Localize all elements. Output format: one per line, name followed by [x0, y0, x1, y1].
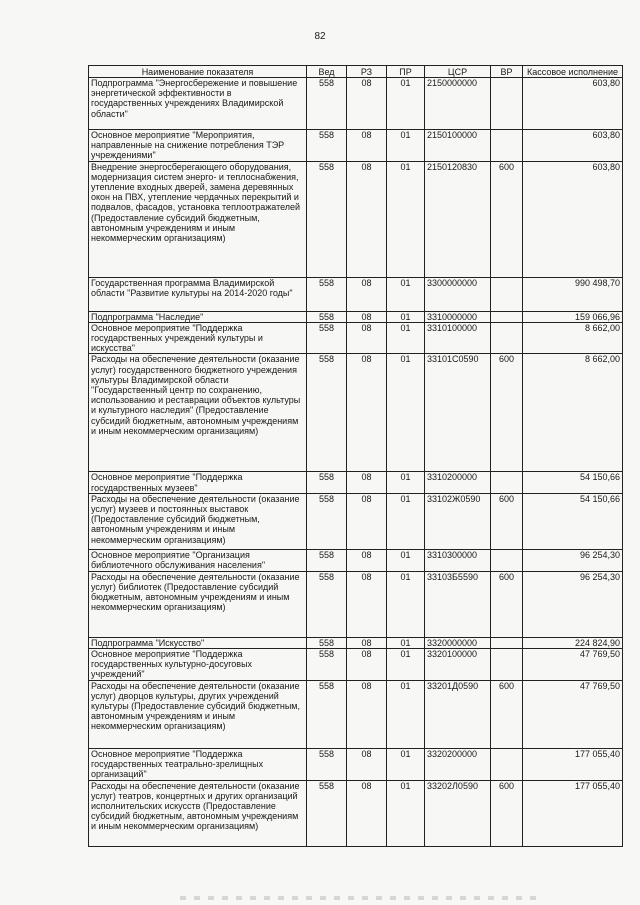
table-row — [89, 649, 623, 681]
cell-ved: 558 — [307, 637, 347, 648]
cell-rz: 08 — [347, 549, 387, 571]
cell-ved: 558 — [307, 780, 347, 846]
cell-name: Расходы на обеспечение деятельности (оказание услуг) государственного бюджетного учреждения культуры Владимирской области "Государственный центр по сохранению, использованию и реставрации объектов культуры и культурного наследия" (Предоставление субсидий бюджетным, автономным учреждениям и иным некоммерческим организациям) — [89, 354, 307, 472]
header-pr: ПР — [387, 66, 425, 78]
cell-ved: 558 — [307, 311, 347, 322]
cell-csr: 33102Ж0590 — [425, 493, 491, 549]
cell-amount: 8 662,00 — [523, 354, 623, 472]
table-row — [89, 493, 623, 549]
cell-csr: 3320000000 — [425, 637, 491, 648]
cell-pr: 01 — [387, 493, 425, 549]
header-amount: Кассовое исполнение — [523, 66, 623, 78]
cell-vr — [491, 748, 523, 780]
budget-execution-table — [88, 65, 623, 847]
cell-vr — [491, 472, 523, 493]
cell-rz: 08 — [347, 748, 387, 780]
cell-pr: 01 — [387, 680, 425, 748]
scan-artifact — [180, 896, 540, 900]
cell-rz: 08 — [347, 780, 387, 846]
cell-name: Подпрограмма "Энергосбережение и повышение энергетической эффективности в государственных учреждениях Владимирской области" — [89, 78, 307, 130]
cell-name: Подпрограмма "Искусство" — [89, 637, 307, 648]
cell-rz: 08 — [347, 78, 387, 130]
cell-pr: 01 — [387, 322, 425, 354]
cell-amount: 603,80 — [523, 78, 623, 130]
cell-csr: 2150120830 — [425, 161, 491, 277]
cell-name: Государственная программа Владимирской области "Развитие культуры на 2014-2020 годы" — [89, 277, 307, 311]
cell-name: Расходы на обеспечение деятельности (оказание услуг) музеев и постоянных выставок (Предоставление субсидий бюджетным, автономным учреждениям и иным некоммерческим организациям) — [89, 493, 307, 549]
header-rz: РЗ — [347, 66, 387, 78]
cell-ved: 558 — [307, 571, 347, 637]
cell-csr: 3300000000 — [425, 277, 491, 311]
cell-ved: 558 — [307, 549, 347, 571]
cell-rz: 08 — [347, 680, 387, 748]
cell-amount: 990 498,70 — [523, 277, 623, 311]
cell-ved: 558 — [307, 277, 347, 311]
cell-vr: 600 — [491, 780, 523, 846]
table-row — [89, 680, 623, 748]
cell-csr: 2150100000 — [425, 130, 491, 162]
header-name: Наименование показателя — [89, 66, 307, 78]
header-vr: ВР — [491, 66, 523, 78]
cell-vr: 600 — [491, 571, 523, 637]
cell-ved: 558 — [307, 680, 347, 748]
cell-rz: 08 — [347, 649, 387, 681]
cell-vr — [491, 311, 523, 322]
cell-pr: 01 — [387, 637, 425, 648]
cell-csr: 33201Д0590 — [425, 680, 491, 748]
cell-rz: 08 — [347, 472, 387, 493]
table-row — [89, 354, 623, 472]
cell-name: Основное мероприятие "Поддержка государственных учреждений культуры и искусства" — [89, 322, 307, 354]
table-row — [89, 277, 623, 311]
cell-pr: 01 — [387, 472, 425, 493]
cell-amount: 54 150,66 — [523, 493, 623, 549]
cell-ved: 558 — [307, 161, 347, 277]
cell-vr — [491, 549, 523, 571]
cell-name: Расходы на обеспечение деятельности (оказание услуг) дворцов культуры, других учреждений культуры (Предоставление субсидий бюджетным, автономным учреждениям и иным некоммерческим организациям) — [89, 680, 307, 748]
table-header-row — [89, 66, 623, 78]
cell-amount: 603,80 — [523, 161, 623, 277]
cell-pr: 01 — [387, 311, 425, 322]
cell-csr: 3320200000 — [425, 748, 491, 780]
cell-name: Основное мероприятие "Поддержка государственных музеев" — [89, 472, 307, 493]
table-row — [89, 549, 623, 571]
table-row — [89, 748, 623, 780]
cell-ved: 558 — [307, 130, 347, 162]
cell-pr: 01 — [387, 354, 425, 472]
cell-csr: 3310200000 — [425, 472, 491, 493]
table-row — [89, 780, 623, 846]
cell-ved: 558 — [307, 354, 347, 472]
cell-pr: 01 — [387, 130, 425, 162]
cell-csr: 2150000000 — [425, 78, 491, 130]
table-row — [89, 637, 623, 648]
cell-rz: 08 — [347, 493, 387, 549]
cell-amount: 47 769,50 — [523, 649, 623, 681]
cell-amount: 177 055,40 — [523, 748, 623, 780]
cell-name: Основное мероприятие "Организация библиотечного обслуживания населения" — [89, 549, 307, 571]
cell-vr: 600 — [491, 680, 523, 748]
table-row — [89, 472, 623, 493]
cell-name: Основное мероприятие "Поддержка государственных культурно-досуговых учреждений" — [89, 649, 307, 681]
cell-ved: 558 — [307, 472, 347, 493]
cell-amount: 603,80 — [523, 130, 623, 162]
cell-csr: 33103Б5590 — [425, 571, 491, 637]
cell-vr — [491, 637, 523, 648]
cell-rz: 08 — [347, 322, 387, 354]
cell-csr: 3310000000 — [425, 311, 491, 322]
header-csr: ЦСР — [425, 66, 491, 78]
cell-pr: 01 — [387, 78, 425, 130]
cell-amount: 224 824,90 — [523, 637, 623, 648]
cell-name: Внедрение энергосберегающего оборудования, модернизация систем энерго- и теплоснабжения, утепление входных дверей, замена деревянных окон на ПВХ, утепление чердачных перекрытий и подвалов, фасадов, установка теплоотражателей (Предоставление субсидий бюджетным, автономным учреждениям и иным некоммерческим организациям) — [89, 161, 307, 277]
cell-ved: 558 — [307, 322, 347, 354]
cell-vr: 600 — [491, 354, 523, 472]
cell-amount: 177 055,40 — [523, 780, 623, 846]
table-row — [89, 322, 623, 354]
cell-name: Расходы на обеспечение деятельности (оказание услуг) театров, концертных и других организаций исполнительских искусств (Предоставление субсидий бюджетным, автономным учреждениям и иным некоммерческим организациям) — [89, 780, 307, 846]
table-row — [89, 78, 623, 130]
cell-name: Основное мероприятие "Поддержка государственных театрально-зрелищных организаций" — [89, 748, 307, 780]
cell-rz: 08 — [347, 637, 387, 648]
cell-ved: 558 — [307, 748, 347, 780]
cell-name: Подпрограмма "Наследие" — [89, 311, 307, 322]
cell-pr: 01 — [387, 748, 425, 780]
table-row — [89, 161, 623, 277]
header-ved: Вед — [307, 66, 347, 78]
cell-pr: 01 — [387, 780, 425, 846]
cell-vr — [491, 130, 523, 162]
cell-csr: 3310100000 — [425, 322, 491, 354]
cell-pr: 01 — [387, 161, 425, 277]
page-number: 82 — [314, 31, 326, 42]
cell-amount: 54 150,66 — [523, 472, 623, 493]
cell-amount: 8 662,00 — [523, 322, 623, 354]
cell-csr: 33202Л0590 — [425, 780, 491, 846]
cell-pr: 01 — [387, 571, 425, 637]
cell-name: Основное мероприятие "Мероприятия, направленные на снижение потребления ТЭР учреждениями" — [89, 130, 307, 162]
cell-pr: 01 — [387, 277, 425, 311]
table-row — [89, 130, 623, 162]
cell-pr: 01 — [387, 549, 425, 571]
table-body — [89, 78, 623, 847]
cell-vr: 600 — [491, 161, 523, 277]
cell-vr — [491, 277, 523, 311]
cell-pr: 01 — [387, 649, 425, 681]
cell-rz: 08 — [347, 277, 387, 311]
cell-vr: 600 — [491, 493, 523, 549]
cell-ved: 558 — [307, 78, 347, 130]
cell-vr — [491, 322, 523, 354]
table-row — [89, 311, 623, 322]
cell-csr: 3310300000 — [425, 549, 491, 571]
cell-ved: 558 — [307, 649, 347, 681]
cell-csr: 3320100000 — [425, 649, 491, 681]
cell-amount: 96 254,30 — [523, 549, 623, 571]
cell-rz: 08 — [347, 354, 387, 472]
cell-amount: 47 769,50 — [523, 680, 623, 748]
cell-rz: 08 — [347, 161, 387, 277]
cell-name: Расходы на обеспечение деятельности (оказание услуг) библиотек (Предоставление субсидий бюджетным, автономным учреждениям и иным некоммерческим организациям) — [89, 571, 307, 637]
cell-csr: 33101С0590 — [425, 354, 491, 472]
cell-rz: 08 — [347, 311, 387, 322]
cell-amount: 159 066,96 — [523, 311, 623, 322]
cell-rz: 08 — [347, 571, 387, 637]
table-row — [89, 571, 623, 637]
cell-ved: 558 — [307, 493, 347, 549]
cell-vr — [491, 649, 523, 681]
cell-rz: 08 — [347, 130, 387, 162]
cell-amount: 96 254,30 — [523, 571, 623, 637]
cell-vr — [491, 78, 523, 130]
